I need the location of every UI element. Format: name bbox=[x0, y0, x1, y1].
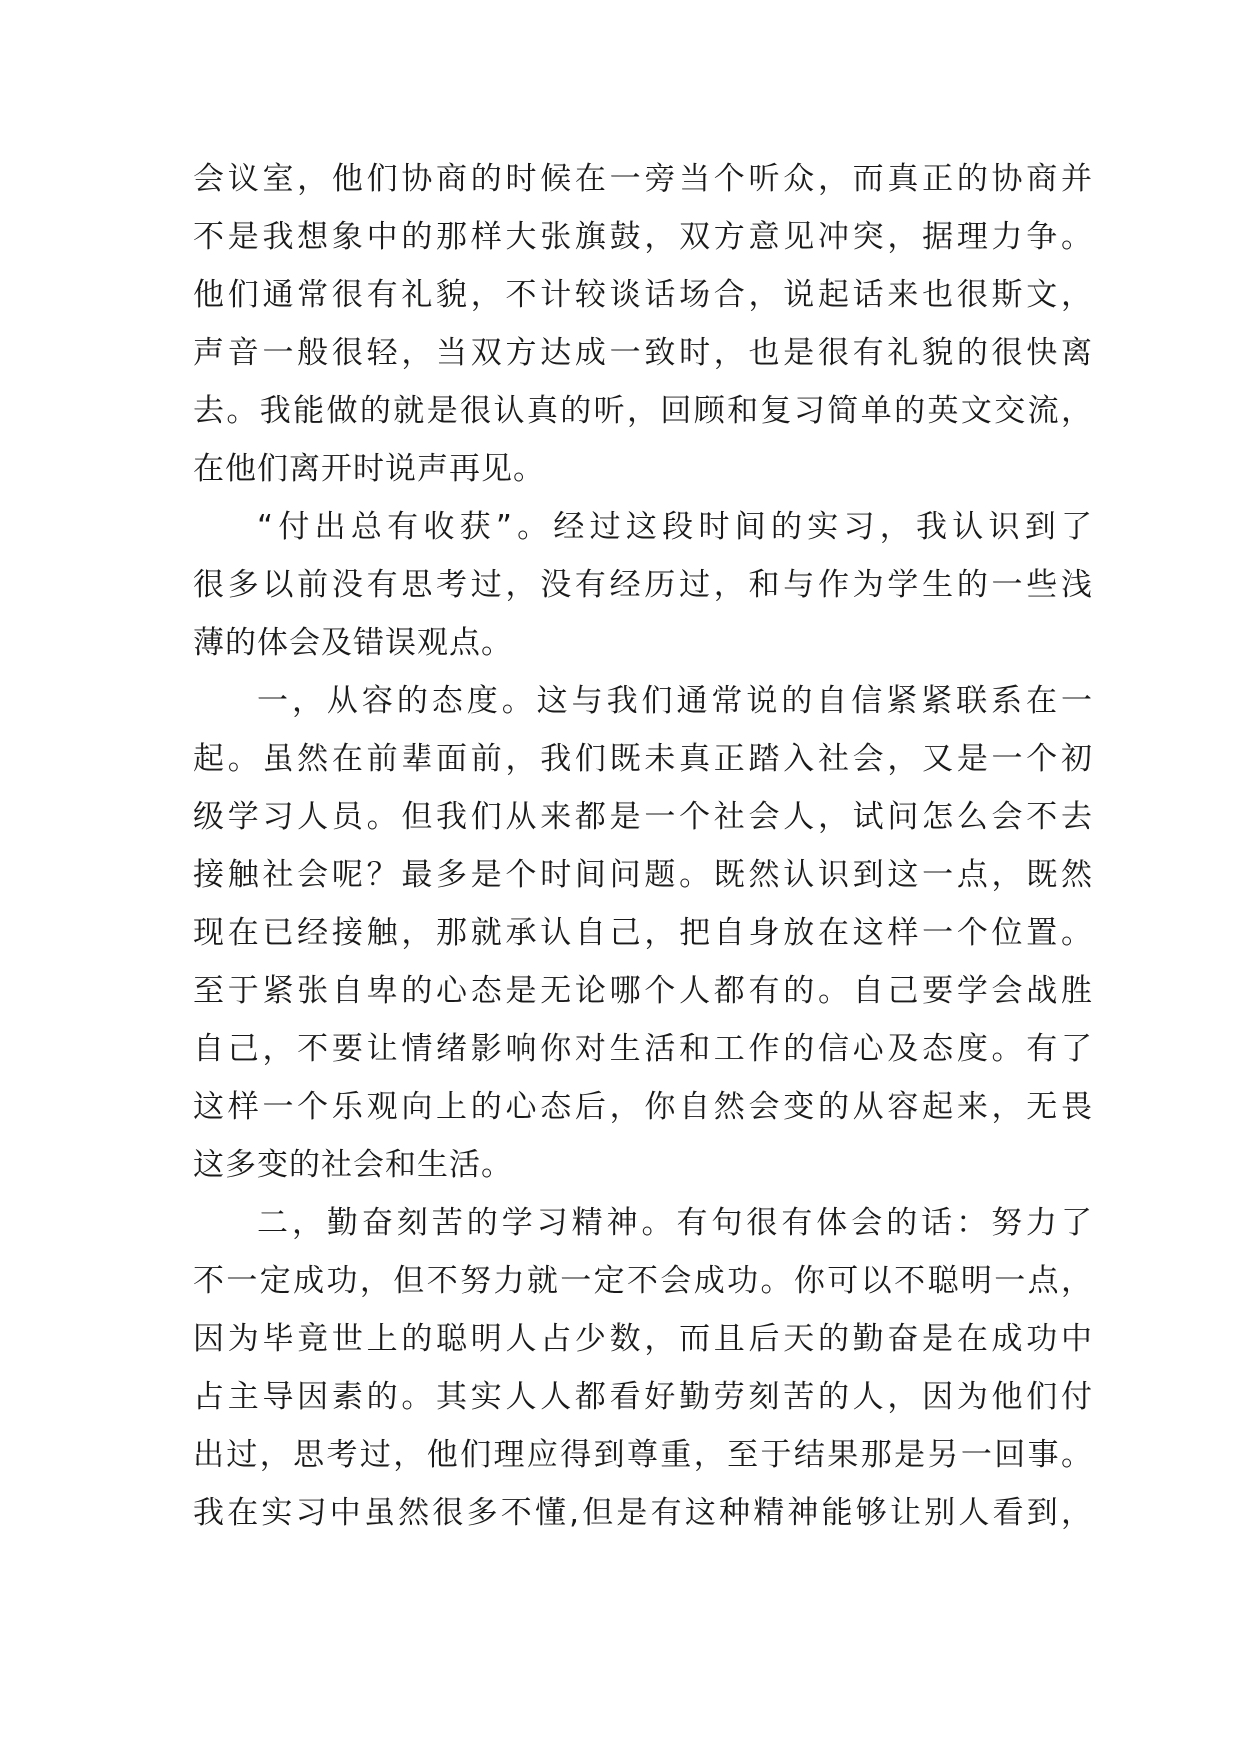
text-line: 接触社会呢？最多是个时间问题。既然认识到这一点，既然 bbox=[193, 857, 1093, 893]
text-line: 级学习人员。但我们从来都是一个社会人，试问怎么会不去 bbox=[193, 799, 1093, 835]
text-line: 二，勤奋刻苦的学习精神。有句很有体会的话：努力了 bbox=[257, 1205, 1093, 1241]
text-line: 现在已经接触，那就承认自己，把自身放在这样一个位置。 bbox=[193, 915, 1093, 951]
text-line: 声音一般很轻，当双方达成一致时，也是很有礼貌的很快离 bbox=[193, 335, 1093, 371]
text-line: 一，从容的态度。这与我们通常说的自信紧紧联系在一 bbox=[257, 683, 1093, 719]
paragraph bbox=[193, 498, 1093, 672]
text-line: 不是我想象中的那样大张旗鼓，双方意见冲突，据理力争。 bbox=[193, 219, 1093, 255]
text-line: 自己，不要让情绪影响你对生活和工作的信心及态度。有了 bbox=[193, 1031, 1093, 1067]
text-line: 至于紧张自卑的心态是无论哪个人都有的。自己要学会战胜 bbox=[193, 973, 1093, 1009]
text-line: 会议室，他们协商的时候在一旁当个听众，而真正的协商并 bbox=[193, 161, 1093, 197]
paragraph bbox=[193, 672, 1093, 1194]
document-body bbox=[193, 150, 1093, 1542]
text-line: 这多变的社会和生活。 bbox=[193, 1147, 513, 1183]
text-line: 薄的体会及错误观点。 bbox=[193, 625, 513, 661]
text-line: 他们通常很有礼貌，不计较谈话场合，说起话来也很斯文， bbox=[193, 277, 1093, 313]
text-line: 占主导因素的。其实人人都看好勤劳刻苦的人，因为他们付 bbox=[193, 1379, 1093, 1415]
text-line: 这样一个乐观向上的心态后，你自然会变的从容起来，无畏 bbox=[193, 1089, 1093, 1125]
text-line: “付出总有收获”。经过这段时间的实习，我认识到了 bbox=[257, 509, 1093, 545]
text-line: 在他们离开时说声再见。 bbox=[193, 451, 545, 487]
paragraph bbox=[193, 1194, 1093, 1542]
text-line: 因为毕竟世上的聪明人占少数，而且后天的勤奋是在成功中 bbox=[193, 1321, 1093, 1357]
paragraph bbox=[193, 150, 1093, 498]
text-line: 出过，思考过，他们理应得到尊重，至于结果那是另一回事。 bbox=[193, 1437, 1093, 1473]
text-line: 很多以前没有思考过，没有经历过，和与作为学生的一些浅 bbox=[193, 567, 1093, 603]
text-line: 去。我能做的就是很认真的听，回顾和复习简单的英文交流， bbox=[193, 393, 1093, 429]
text-line: 不一定成功，但不努力就一定不会成功。你可以不聪明一点， bbox=[193, 1263, 1093, 1299]
text-line: 起。虽然在前辈面前，我们既未真正踏入社会，又是一个初 bbox=[193, 741, 1093, 777]
text-line: 我在实习中虽然很多不懂,但是有这种精神能够让别人看到， bbox=[193, 1495, 1093, 1531]
